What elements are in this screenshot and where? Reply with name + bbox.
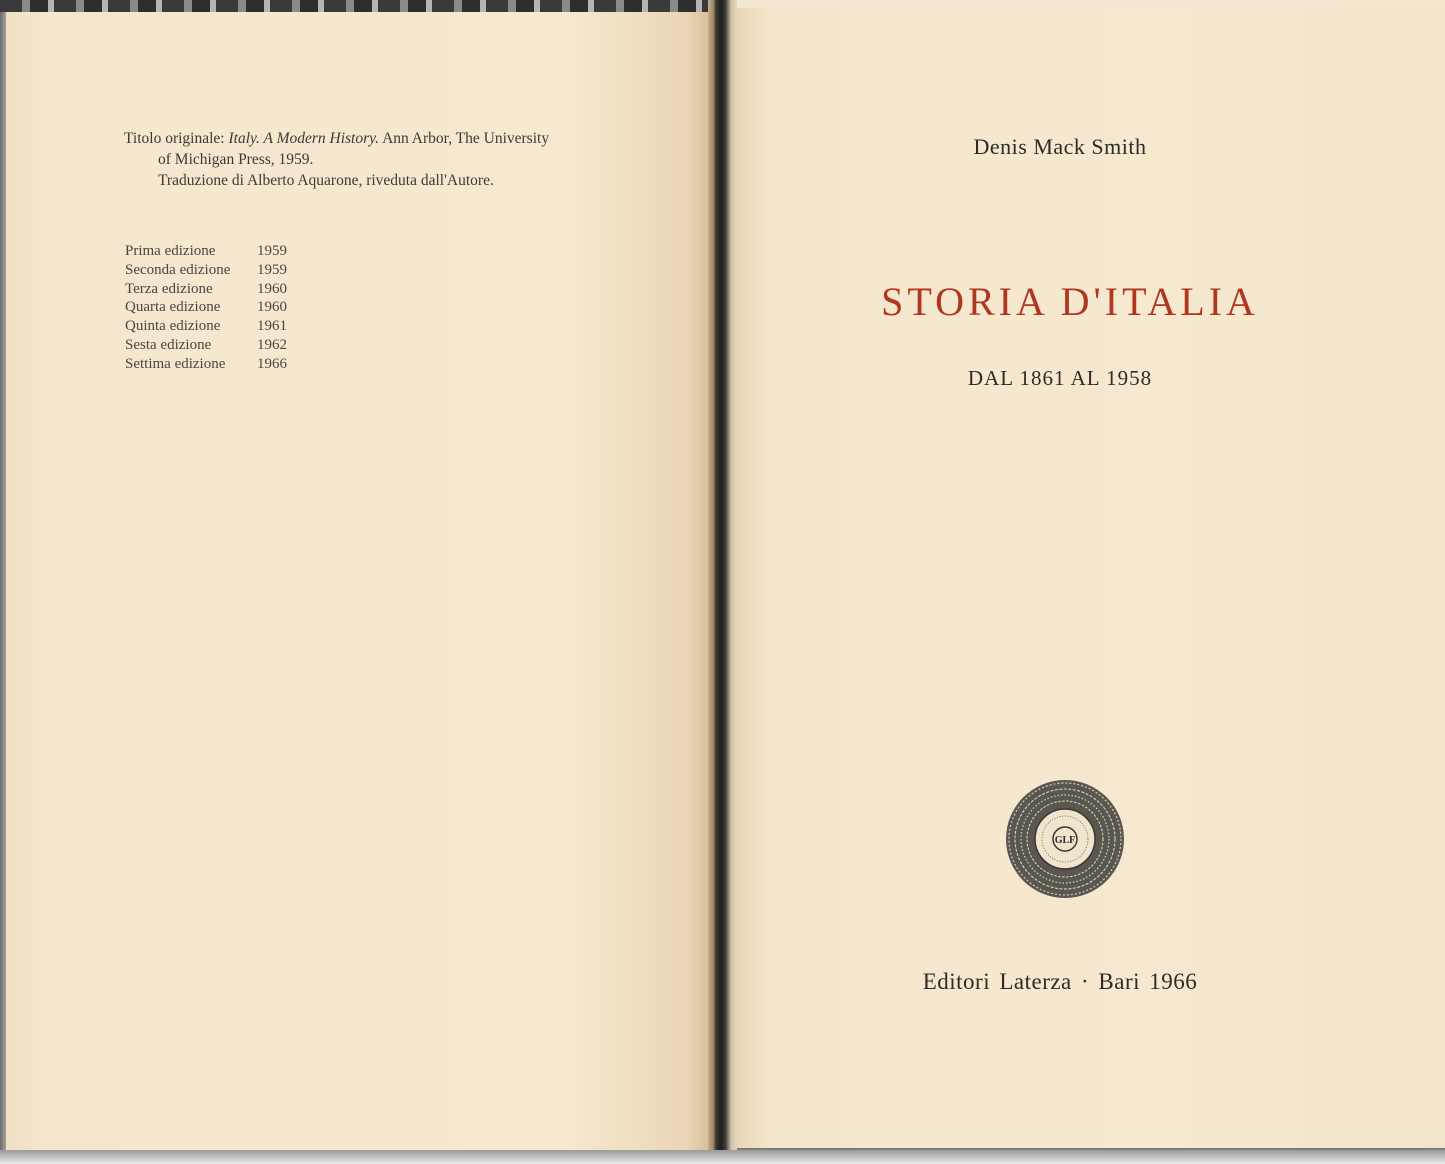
edition-row [125,317,287,336]
edition-label: Terza edizione [125,280,213,297]
colophon-original-title [124,128,644,149]
edition-row [125,261,287,280]
author-name: Denis Mack Smith [973,134,1147,159]
colophon [124,128,644,191]
publisher-seal-icon [1004,778,1126,900]
colophon-prefix: Titolo originale: [124,130,225,147]
book-title: STORIA D'ITALIA [881,279,1259,324]
edition-year: 1961 [257,318,287,335]
colophon-publisher-start: Ann Arbor, The University [382,130,550,147]
edition-year: 1966 [257,355,287,372]
colophon-translation-line: Traduzione di Alberto Aquarone, riveduta dall'Autore. [158,172,494,189]
edition-year: 1959 [257,261,287,278]
edition-label: Quinta edizione [125,318,221,335]
scan-bottom-edge [0,1150,1445,1164]
edition-year: 1960 [257,299,287,316]
publisher-imprint: Editori Laterza · Bari 1966 [922,969,1198,994]
edition-label: Settima edizione [125,355,226,372]
book-gutter [708,0,737,1164]
edition-row [125,280,287,299]
edition-label: Quarta edizione [125,299,221,316]
scan-top-edge [0,0,715,12]
colophon-original-title-italic: Italy. A Modern History. [228,130,380,147]
edition-year: 1962 [257,336,287,353]
edition-row [125,355,287,374]
edition-row [125,242,287,261]
edition-year: 1959 [257,243,287,259]
book-subtitle: DAL 1861 AL 1958 [967,366,1153,390]
colophon-publisher-line: of Michigan Press, 1959. [158,151,314,168]
edition-row [125,298,287,317]
edition-row [125,336,287,355]
edition-label: Seconda edizione [125,261,231,278]
edition-year: 1960 [257,280,287,297]
seal-monogram: GLF [1054,835,1076,846]
edition-label: Prima edizione [125,243,216,259]
editions-table [125,242,287,374]
editions-list [125,242,287,374]
edition-label: Sesta edizione [125,336,212,353]
scan-top-edge-right [733,0,1445,8]
